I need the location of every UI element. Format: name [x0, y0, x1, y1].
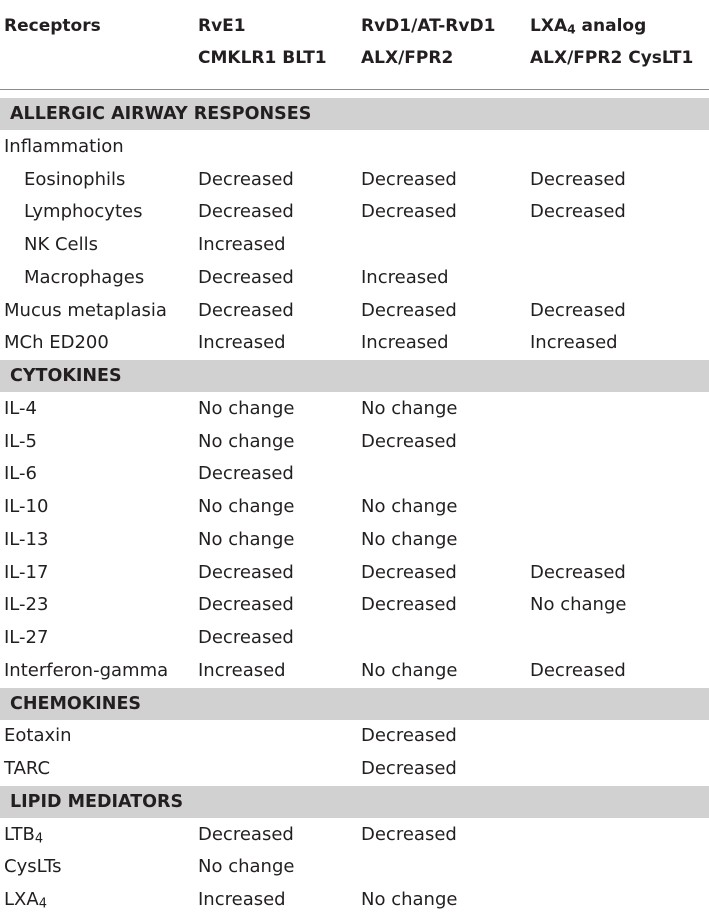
section-title: ALLERGIC AIRWAY RESPONSES	[10, 104, 312, 124]
cell-col2: No change	[361, 496, 458, 517]
header-lxa4-receptors: ALX/FPR2 CysLT1	[530, 48, 694, 68]
row-label: IL-5	[4, 430, 37, 452]
row-label: Eosinophils	[24, 168, 126, 190]
cell-col1: Decreased	[198, 561, 294, 583]
cell-col1: Decreased	[198, 463, 294, 485]
table-row	[0, 884, 709, 916]
table-row	[0, 393, 709, 425]
cell-col2: No change	[361, 397, 458, 419]
row-label: IL-27	[4, 627, 49, 648]
cell-col3: No change	[530, 594, 627, 616]
table-row	[0, 491, 709, 523]
cell-col1: Decreased	[198, 823, 294, 845]
row-label: Lymphocytes	[24, 201, 143, 223]
header-rvd1-name: RvD1/AT-RvD1	[361, 16, 496, 36]
cell-col3: Increased	[530, 332, 618, 354]
section-title: CYTOKINES	[10, 366, 122, 386]
table-row	[0, 131, 709, 163]
cell-col3: Decreased	[530, 201, 626, 223]
section-header	[0, 360, 709, 392]
row-label: Mucus metaplasia	[4, 299, 167, 321]
cell-col1: Decreased	[198, 168, 294, 190]
table-row	[0, 851, 709, 883]
section-header	[0, 688, 709, 720]
cell-col1: Decreased	[198, 201, 294, 223]
row-label: IL-17	[4, 561, 49, 583]
cell-col2: No change	[361, 889, 458, 910]
row-label: IL-10	[4, 496, 49, 517]
row-label: Eotaxin	[4, 725, 72, 747]
row-label: IL-4	[4, 397, 37, 419]
table-row	[0, 295, 709, 327]
cell-col2: Decreased	[361, 725, 457, 747]
row-label: Macrophages	[24, 266, 145, 288]
row-label: IL-13	[4, 528, 49, 550]
cell-col2: Decreased	[361, 201, 457, 223]
cell-col1: No change	[198, 496, 295, 517]
row-label: $LXA_4$	[4, 889, 47, 912]
cell-col3: Decreased	[530, 659, 626, 681]
table-row	[0, 557, 709, 589]
header-rvd1-receptors: ALX/FPR2	[361, 48, 454, 68]
header-rve1-name: RvE1	[198, 16, 246, 36]
row-label: Interferon-gamma	[4, 659, 169, 681]
cell-col3: Decreased	[530, 561, 626, 583]
row-label: CysLTs	[4, 856, 62, 878]
section-title: CHEMOKINES	[10, 693, 142, 714]
cell-col2: Decreased	[361, 758, 457, 779]
header-lxa4	[530, 10, 693, 74]
header-receptors	[4, 10, 101, 42]
header-receptors-label: Receptors	[4, 16, 101, 36]
table-row	[0, 229, 709, 261]
cell-col2: Decreased	[361, 299, 457, 321]
section-header	[0, 98, 709, 130]
table-row	[0, 426, 709, 458]
cell-col1: Increased	[198, 889, 286, 910]
table-row	[0, 655, 709, 687]
table-row	[0, 589, 709, 621]
cell-col2: No change	[361, 659, 458, 681]
cell-col1: Decreased	[198, 299, 294, 321]
cell-col1: Decreased	[198, 266, 294, 288]
row-label: IL-23	[4, 594, 49, 616]
cell-col1: Decreased	[198, 594, 294, 616]
cell-col2: Increased	[361, 332, 449, 354]
cell-col1: Increased	[198, 234, 286, 255]
section-title: LIPID MEDIATORS	[10, 791, 184, 812]
table-row	[0, 262, 709, 294]
cell-col1: No change	[198, 430, 295, 452]
section-header	[0, 786, 709, 818]
cell-col1: No change	[198, 856, 295, 878]
row-label: MCh ED200	[4, 332, 109, 354]
table-row	[0, 753, 709, 785]
table-row	[0, 327, 709, 359]
table-row	[0, 524, 709, 556]
table-row	[0, 819, 709, 851]
cell-col2: Decreased	[361, 594, 457, 616]
table-row	[0, 458, 709, 490]
cell-col2: Decreased	[361, 561, 457, 583]
header-rve1	[198, 10, 327, 74]
table-row	[0, 622, 709, 654]
cell-col1: Increased	[198, 659, 286, 681]
cell-col1: Increased	[198, 332, 286, 354]
cell-col2: Increased	[361, 266, 449, 288]
header-lxa4-name: $LXA_4$ analog	[530, 16, 647, 37]
row-label: Inflammation	[4, 135, 124, 157]
cell-col1: No change	[198, 397, 295, 419]
row-label: TARC	[4, 758, 51, 779]
row-label: NK Cells	[24, 234, 99, 255]
header-rve1-receptors: CMKLR1 BLT1	[198, 48, 327, 68]
cell-col3: Decreased	[530, 168, 626, 190]
cell-col2: Decreased	[361, 430, 457, 452]
cell-col2: Decreased	[361, 823, 457, 845]
table-row	[0, 164, 709, 196]
cell-col1: Decreased	[198, 627, 294, 648]
cell-col3: Decreased	[530, 299, 626, 321]
header-divider	[0, 89, 709, 90]
row-label: IL-6	[4, 463, 37, 485]
table-row	[0, 196, 709, 228]
cell-col2: Decreased	[361, 168, 457, 190]
table-header	[0, 0, 709, 86]
row-label: $LTB_4$	[4, 823, 44, 847]
cell-col1: No change	[198, 528, 295, 550]
table-row	[0, 720, 709, 752]
header-rvd1	[361, 10, 495, 74]
cell-col2: No change	[361, 528, 458, 550]
